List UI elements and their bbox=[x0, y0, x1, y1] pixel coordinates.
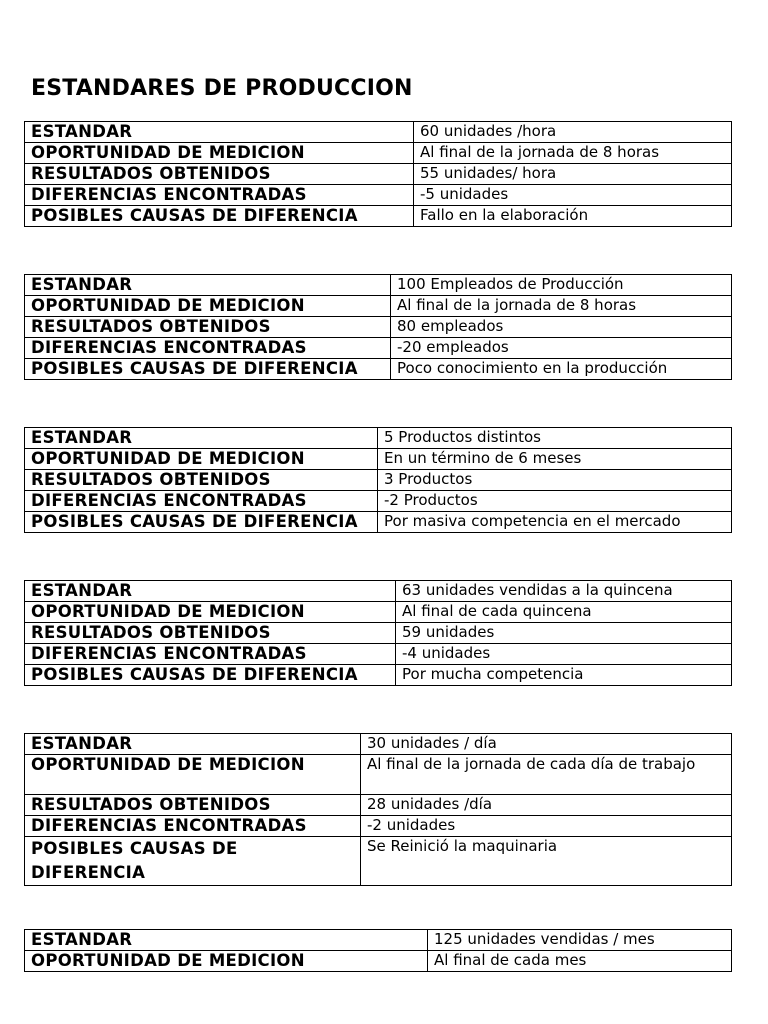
row-value-resultados: 55 unidades/ hora bbox=[414, 164, 732, 185]
row-label-oportunidad: OPORTUNIDAD DE MEDICION bbox=[25, 951, 428, 972]
table-row bbox=[25, 816, 732, 837]
row-label-causas-line-2: DIFERENCIA bbox=[31, 863, 146, 882]
table-row bbox=[25, 581, 732, 602]
row-value-oportunidad: Al final de la jornada de cada día de trabajo bbox=[361, 755, 732, 795]
row-label-oportunidad: OPORTUNIDAD DE MEDICION bbox=[25, 296, 391, 317]
row-label-causas: POSIBLES CAUSAS DE DIFERENCIA bbox=[25, 512, 378, 533]
standard-table-4 bbox=[24, 580, 732, 686]
row-value-estandar: 30 unidades / día bbox=[361, 734, 732, 755]
row-label-oportunidad: OPORTUNIDAD DE MEDICION bbox=[25, 755, 361, 795]
row-value-estandar: 100 Empleados de Producción bbox=[391, 275, 732, 296]
standard-table-2 bbox=[24, 274, 732, 380]
row-value-oportunidad: En un término de 6 meses bbox=[378, 449, 732, 470]
row-label-diferencias: DIFERENCIAS ENCONTRADAS bbox=[25, 644, 396, 665]
row-label-diferencias: DIFERENCIAS ENCONTRADAS bbox=[25, 185, 414, 206]
row-value-resultados: 3 Productos bbox=[378, 470, 732, 491]
row-value-causas: Se Reinició la maquinaria bbox=[361, 837, 732, 886]
table-row bbox=[25, 665, 732, 686]
table-row bbox=[25, 185, 732, 206]
row-value-oportunidad: Al final de cada mes bbox=[428, 951, 732, 972]
row-label-oportunidad: OPORTUNIDAD DE MEDICION bbox=[25, 602, 396, 623]
row-label-causas: POSIBLES CAUSAS DE DIFERENCIA bbox=[25, 359, 391, 380]
table-row bbox=[25, 164, 732, 185]
row-value-diferencias: -4 unidades bbox=[396, 644, 732, 665]
table-row bbox=[25, 951, 732, 972]
row-value-estandar: 125 unidades vendidas / mes bbox=[428, 930, 732, 951]
table-row bbox=[25, 491, 732, 512]
row-value-causas: Poco conocimiento en la producción bbox=[391, 359, 732, 380]
table-row bbox=[25, 296, 732, 317]
row-value-diferencias: -5 unidades bbox=[414, 185, 732, 206]
row-label-causas: POSIBLES CAUSAS DE DIFERENCIA bbox=[25, 665, 396, 686]
row-value-resultados: 59 unidades bbox=[396, 623, 732, 644]
table-row bbox=[25, 755, 732, 795]
row-label-estandar: ESTANDAR bbox=[25, 581, 396, 602]
table-row bbox=[25, 470, 732, 491]
table-row bbox=[25, 837, 732, 886]
row-label-causas-line-1: POSIBLES CAUSAS DE bbox=[31, 839, 238, 858]
row-label-resultados: RESULTADOS OBTENIDOS bbox=[25, 623, 396, 644]
standard-table-1 bbox=[24, 121, 732, 227]
row-value-diferencias: -2 unidades bbox=[361, 816, 732, 837]
table-row bbox=[25, 143, 732, 164]
table-row bbox=[25, 449, 732, 470]
row-value-estandar: 63 unidades vendidas a la quincena bbox=[396, 581, 732, 602]
row-value-diferencias: -2 Productos bbox=[378, 491, 732, 512]
row-label-estandar: ESTANDAR bbox=[25, 275, 391, 296]
standard-table-5 bbox=[24, 733, 732, 886]
row-label-diferencias: DIFERENCIAS ENCONTRADAS bbox=[25, 816, 361, 837]
row-value-causas: Por mucha competencia bbox=[396, 665, 732, 686]
row-label-estandar: ESTANDAR bbox=[25, 122, 414, 143]
row-label-causas bbox=[25, 837, 361, 886]
table-row bbox=[25, 734, 732, 755]
row-label-oportunidad: OPORTUNIDAD DE MEDICION bbox=[25, 449, 378, 470]
standard-table-6 bbox=[24, 929, 732, 972]
row-label-causas: POSIBLES CAUSAS DE DIFERENCIA bbox=[25, 206, 414, 227]
table-row bbox=[25, 428, 732, 449]
row-value-estandar: 5 Productos distintos bbox=[378, 428, 732, 449]
row-value-causas: Por masiva competencia en el mercado bbox=[378, 512, 732, 533]
row-value-oportunidad: Al final de cada quincena bbox=[396, 602, 732, 623]
table-row bbox=[25, 338, 732, 359]
row-value-causas: Fallo en la elaboración bbox=[414, 206, 732, 227]
standard-table-3 bbox=[24, 427, 732, 533]
table-row bbox=[25, 359, 732, 380]
row-label-resultados: RESULTADOS OBTENIDOS bbox=[25, 470, 378, 491]
table-row bbox=[25, 623, 732, 644]
table-row bbox=[25, 317, 732, 338]
row-label-resultados: RESULTADOS OBTENIDOS bbox=[25, 317, 391, 338]
document-title: ESTANDARES DE PRODUCCION bbox=[31, 76, 413, 101]
row-value-estandar: 60 unidades /hora bbox=[414, 122, 732, 143]
table-row bbox=[25, 795, 732, 816]
row-label-estandar: ESTANDAR bbox=[25, 428, 378, 449]
table-row bbox=[25, 930, 732, 951]
row-label-resultados: RESULTADOS OBTENIDOS bbox=[25, 795, 361, 816]
row-label-diferencias: DIFERENCIAS ENCONTRADAS bbox=[25, 338, 391, 359]
row-value-resultados: 28 unidades /día bbox=[361, 795, 732, 816]
row-value-oportunidad: Al final de la jornada de 8 horas bbox=[391, 296, 732, 317]
row-label-diferencias: DIFERENCIAS ENCONTRADAS bbox=[25, 491, 378, 512]
table-row bbox=[25, 602, 732, 623]
table-row bbox=[25, 512, 732, 533]
row-label-estandar: ESTANDAR bbox=[25, 734, 361, 755]
table-row bbox=[25, 275, 732, 296]
row-value-resultados: 80 empleados bbox=[391, 317, 732, 338]
row-label-resultados: RESULTADOS OBTENIDOS bbox=[25, 164, 414, 185]
row-label-estandar: ESTANDAR bbox=[25, 930, 428, 951]
table-row bbox=[25, 644, 732, 665]
table-row bbox=[25, 122, 732, 143]
row-value-oportunidad: Al final de la jornada de 8 horas bbox=[414, 143, 732, 164]
table-row bbox=[25, 206, 732, 227]
row-label-oportunidad: OPORTUNIDAD DE MEDICION bbox=[25, 143, 414, 164]
row-value-diferencias: -20 empleados bbox=[391, 338, 732, 359]
